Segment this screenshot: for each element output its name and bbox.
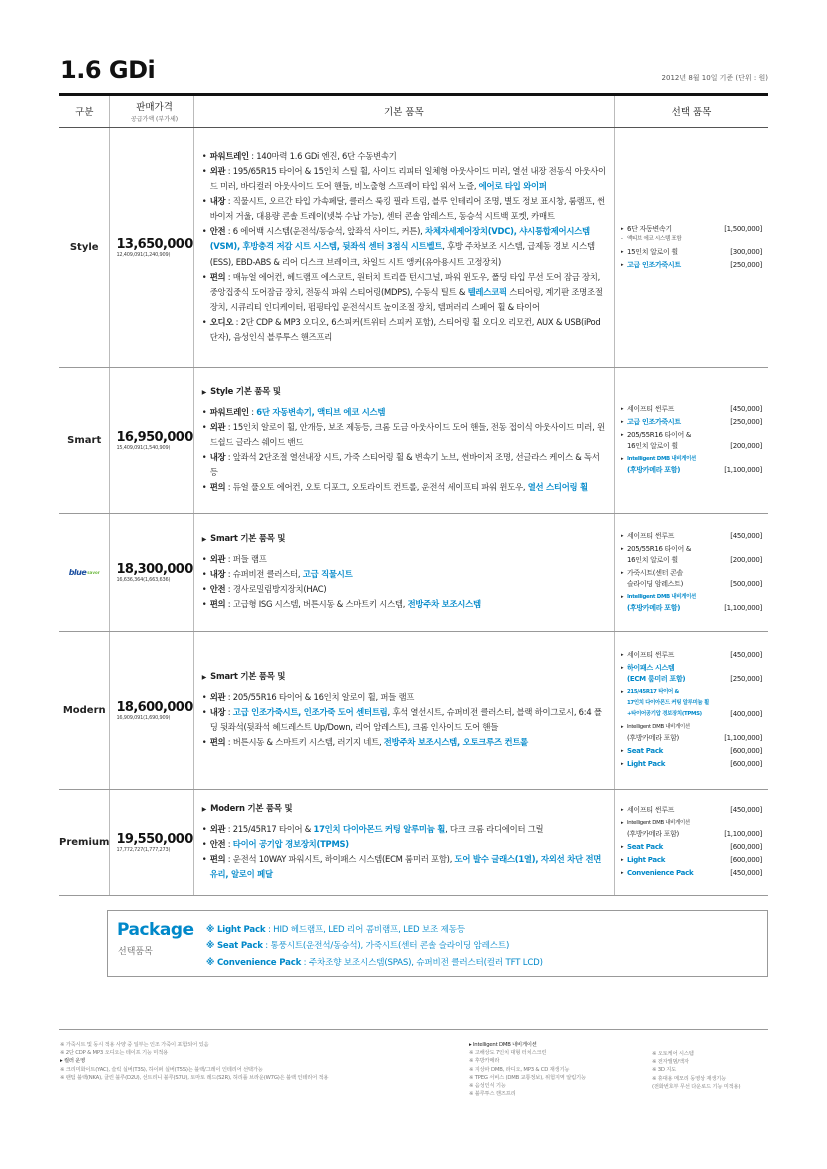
option-price: [600,000]: [730, 843, 762, 851]
basic-list: [202, 149, 606, 345]
item-text: : 직물시트, 오르간 타입 가속페달, 클러스 룩킹 필라 트림, 블루 인테리어 조명, 별도 정보 표시창, 룸램프, 썬바이저 거울, 대용량 콘솔 트레이(넷북 수납 가능), 센터 콘솔 암레스트, 동승석 시트백 포켓, 카매트: [209, 196, 605, 222]
option-name: ▸ Light Pack: [626, 856, 666, 864]
option-name: (후방카메라 포함): [626, 603, 681, 612]
navi-feature: ※ TPEG 서비스 (DMB 교통정보), 위험지역 알림기능: [469, 1074, 586, 1081]
highlight-text: 고급 인조가죽시트, 인조가죽 도어 센터트림: [232, 706, 388, 717]
option-price: [1,500,000]: [724, 224, 762, 233]
highlight-text: 열선 스티어링 휠: [527, 482, 588, 493]
basic-list: [202, 552, 606, 612]
footer-navi: [469, 1041, 586, 1098]
package-name: ※ Light Pack: [206, 925, 266, 935]
navi-feature: ※ 후방카메라: [469, 1058, 500, 1065]
highlight-text: 17인치 다이아몬드 커팅 알루미늄 휠: [313, 823, 446, 834]
table-row: [59, 127, 768, 367]
category-label: 내장: [209, 568, 226, 579]
option-price: [718, 698, 762, 709]
category-label: 외관: [209, 165, 226, 176]
table-row: [59, 631, 768, 789]
highlight-text: 차체자세제어장치(VDC), 샤시통합제어시스템(VSM), 후방충격 저감 시트 시스템, 뒷좌석 센터 3점식 시트벨트: [209, 226, 590, 252]
option-price: [400,000]: [730, 710, 762, 718]
item-text: : 버튼시동 & 스마트키 시스템, 러기지 네트,: [225, 737, 384, 748]
option-list: [621, 650, 762, 770]
price-supply: 17,772,727(1,777,273): [116, 846, 171, 853]
navi-feature: ※ 지상파 DMB, 라디오, MP3 & CD 재생기능: [469, 1066, 570, 1073]
option-name: ▸ Seat Pack: [626, 747, 664, 755]
category-label: 파워트레인: [209, 406, 249, 417]
package-name: ※ Seat Pack: [206, 941, 263, 952]
package-line: [206, 938, 543, 954]
trim-name: Smart: [59, 367, 110, 513]
item-text: : 2단 CDP & MP3 오디오, 6스피커(트위터 스피커 포함), 스티어링 휠 오디오 리모컨, AUX & USB(iPod 단자), 음성인식 블루투스 핸즈프리: [209, 316, 601, 343]
option-name: (후방카메라 포함): [626, 830, 679, 838]
option-name: ▸ 215/45R17 타이어 &: [626, 689, 679, 695]
item-text: :: [225, 838, 233, 849]
package-subtitle: 선택품목: [118, 947, 153, 957]
option-item: [621, 260, 762, 271]
footer-navi-2: [652, 1050, 740, 1091]
option-item: [621, 674, 762, 685]
option-price: [600,000]: [730, 747, 762, 755]
header-basic: 기본 품목: [193, 96, 614, 127]
basic-item: [202, 582, 606, 597]
category-label: 편의: [209, 854, 226, 864]
footer-rule: [59, 1029, 768, 1030]
item-text: : 15인치 알로이 휠, 안개등, 보조 제동등, 크롬 도금 아웃사이드 도어 핸들, 전동 접이식 아웃사이드 미러, 윈드쉴드 글라스 쉐이드 밴드: [209, 421, 605, 447]
option-price: [600,000]: [730, 856, 762, 864]
option-item: [621, 603, 762, 614]
option-name: ▸ Intelligent DMB 내비게이션: [626, 724, 690, 730]
price-value: 18,600,000: [116, 699, 193, 715]
option-items: [614, 513, 768, 631]
blue-logo: [59, 568, 109, 577]
package-desc: : 주차조향 보조시스템(SPAS), 슈퍼비전 클러스터(컬러 TFT LCD): [301, 957, 543, 968]
category-label: 안전: [209, 838, 226, 849]
option-price: [718, 568, 762, 579]
option-name: ▸ 205/55R16 타이어 &: [626, 431, 692, 439]
option-item: [621, 441, 762, 452]
item-text: : 운전석 10WAY 파워시트, 하이패스 시스템(ECM 룸미러 포함),: [225, 854, 455, 864]
basic-item: [202, 567, 606, 582]
category-label: 외관: [209, 691, 226, 702]
category-label: 편의: [209, 737, 226, 748]
item-text: : 경사로밀림방지장치(HAC): [225, 584, 327, 594]
option-item: [621, 592, 762, 603]
highlight-text: 6단 자동변속기, 액티브 에코 시스템: [256, 406, 386, 417]
header-price-sub: 공급가액 (부가세): [130, 116, 179, 124]
option-item: [621, 687, 762, 698]
option-price: [450,000]: [730, 651, 762, 659]
option-name: ▸ Intelligent DMB 내비게이션: [626, 593, 696, 600]
includes-label: ▶ Modern 기본 품목 및: [201, 802, 293, 813]
includes-label: ▶ Smart 기본 품목 및: [201, 532, 286, 543]
item-text: , 다크 크롬 라디에이터 그릴: [445, 823, 544, 834]
basic-item: [202, 405, 606, 420]
option-name: ▸ 하이패스 시스템: [626, 664, 675, 672]
option-item: [621, 698, 762, 709]
option-name: ▸ 고급 인조가죽시트: [626, 260, 681, 269]
option-list: [621, 224, 762, 271]
package-box: [107, 910, 768, 977]
basic-item: [202, 149, 606, 164]
navi-feature: ※ 고해상도 7인치 대형 터치스크린: [469, 1050, 547, 1057]
basic-items: [193, 789, 614, 895]
option-price: [450,000]: [730, 869, 762, 877]
table-row: [59, 513, 768, 631]
option-price: [1,100,000]: [724, 603, 762, 612]
price-cell: [110, 631, 193, 789]
option-name: ▸ 205/55R16 타이어 &: [626, 544, 692, 553]
category-label: 오디오: [209, 316, 234, 327]
option-item: [621, 544, 762, 555]
option-price: [718, 454, 762, 465]
option-name: ▸ Intelligent DMB 내비게이션: [626, 456, 696, 462]
category-label: 안전: [209, 584, 226, 594]
basic-item: [202, 705, 606, 735]
option-name: ▸ Light Pack: [626, 760, 666, 768]
highlight-text: 전방주차 보조시스템: [407, 599, 481, 610]
option-item: [621, 247, 762, 258]
basic-item: [202, 480, 606, 495]
includes-label: ▶ Style 기본 품목 및: [201, 385, 281, 396]
date-note: 2012년 8월 10일 기준 (단위 : 원): [661, 74, 768, 82]
basic-items: [193, 513, 614, 631]
option-name: 16인치 알로이 휠: [626, 555, 678, 564]
option-price: [250,000]: [730, 260, 762, 269]
item-text: , 후석 열선시트, 슈퍼비전 클러스터, 블랙 하이그로시, 6:4 폴딩 뒷좌석(뒷좌석 헤드레스트 Up/Down, 리어 암레스트), 크롬 인사이드 도어 핸들: [209, 706, 602, 732]
price-value: 18,300,000: [116, 561, 193, 577]
blue-logo-text: blue: [68, 567, 87, 577]
arrow-icon: ▶: [201, 805, 207, 813]
basic-item: [202, 164, 606, 194]
basic-item: [202, 420, 606, 450]
navi-feature: ※ 블루투스 핸즈프리: [469, 1091, 516, 1098]
category-label: 편의: [209, 271, 226, 282]
option-name: ▸ 세이프티 썬루프: [626, 531, 675, 540]
option-name: 슬라이딩 암레스트): [626, 579, 684, 588]
option-item: [621, 579, 762, 590]
item-text: , 후방 주차보조 시스템, 급제동 경보 시스템(ESS), EBD-ABS & 리어 디스크 브레이크, 차일드 시트 앵커(유아용시트 고정장치): [209, 241, 595, 267]
item-text: : 매뉴얼 에어컨, 헤드램프 에스코트, 원터치 트리플 턴시그널, 파워 윈도우, 폴딩 타입 무선 도어 잠금 장치, 중앙집중식 도어잠금 장치, 전동식 파워 스티어링(MDPS), 수동식 틸트 &: [209, 271, 601, 297]
option-price: [600,000]: [730, 760, 762, 768]
blue-logo-sub: savor: [87, 569, 100, 575]
navi-feature: ※ 3D 지도: [652, 1067, 677, 1074]
basic-item: [202, 690, 606, 705]
item-text: :: [248, 406, 257, 417]
package-line: [206, 922, 543, 938]
price-cell: [110, 127, 193, 367]
basic-list: [202, 822, 606, 882]
category-label: 안전: [209, 226, 226, 237]
option-name: ▸ 6단 자동변속기: [626, 224, 672, 233]
option-price: [718, 430, 762, 441]
category-label: 내장: [209, 706, 226, 717]
option-price: [200,000]: [730, 555, 762, 564]
basic-item: [202, 450, 606, 480]
basic-item: [202, 822, 606, 837]
navi-feature: ※ 음성인식 기능: [469, 1083, 506, 1090]
option-price: [250,000]: [730, 418, 762, 426]
item-text: : 215/45R17 타이어 &: [225, 823, 314, 834]
item-text: : 슈퍼비전 클러스터,: [225, 568, 303, 579]
category-label: 내장: [209, 196, 226, 207]
option-name: +타이어공기압 경보장치(TPMS): [626, 711, 702, 717]
basic-list: [202, 690, 606, 750]
trim-name: [59, 513, 110, 631]
category-label: 편의: [209, 599, 226, 610]
basic-items: [193, 367, 614, 513]
spec-table: [59, 96, 768, 896]
footer-notes: [60, 1041, 328, 1082]
item-text: : 퍼들 램프: [225, 553, 267, 564]
item-text: : 듀얼 풀오토 에어컨, 오토 디포그, 오토라이트 컨트롤, 운전석 세이프티 파워 윈도우,: [225, 482, 528, 493]
navi-feature: ※ 휴대용 메모리 동영상 재생기능: [652, 1075, 727, 1082]
highlight-text: 타이어 공기압 경보장치(TPMS): [232, 838, 349, 849]
trim-name: Premium: [59, 789, 110, 895]
option-item: [621, 746, 762, 757]
option-name: 17인치 다이아몬드 커팅 알루미늄 휠: [626, 700, 709, 706]
option-name: ▸ 세이프티 썬루프: [626, 651, 675, 659]
option-name: ▸ Intelligent DMB 내비게이션: [626, 820, 690, 826]
option-item: [621, 454, 762, 465]
option-price: [1,100,000]: [724, 734, 762, 742]
option-price: [718, 663, 762, 674]
price-supply: 12,409,091(1,240,909): [116, 251, 171, 258]
item-text: : 고급형 ISG 시스템, 버튼시동 & 스마트키 시스템,: [225, 599, 408, 610]
option-name: ▸ 세이프티 썬루프: [626, 405, 675, 413]
option-price: [1,100,000]: [724, 466, 762, 474]
price-cell: [110, 513, 193, 631]
package-title: Package: [117, 920, 194, 940]
table-header: [59, 96, 768, 127]
option-price: [450,000]: [730, 806, 762, 814]
price-supply: 16,636,364(1,663,636): [116, 576, 171, 583]
option-item: [621, 805, 762, 816]
highlight-text: 에어로 타입 와이퍼: [478, 181, 547, 192]
option-name: ▸ 15인치 알로이 휠: [626, 247, 678, 256]
option-item: [621, 234, 762, 245]
price-value: 13,650,000: [116, 236, 193, 252]
option-price: [450,000]: [730, 405, 762, 413]
page-title: 1.6 GDi: [60, 56, 156, 84]
footer-note: ※ 2단 CDP & MP3 오디오는 테이프 기능 미적용: [60, 1050, 169, 1057]
navi-feature: ※ 전자앨범/액자: [652, 1059, 689, 1066]
option-item: [621, 733, 762, 744]
option-price: [718, 818, 762, 829]
option-name: ▸ Seat Pack: [626, 843, 664, 851]
price-cell: [110, 789, 193, 895]
option-price: [718, 592, 762, 603]
arrow-icon: ▶: [201, 535, 207, 543]
category-label: 편의: [209, 482, 226, 493]
basic-item: [202, 837, 606, 852]
item-text: :: [225, 706, 233, 717]
basic-item: [202, 194, 606, 224]
option-item: [621, 663, 762, 674]
category-label: 파워트레인: [209, 150, 249, 161]
header-options: 선택 품목: [614, 96, 768, 127]
option-item: [621, 818, 762, 829]
basic-items: [193, 127, 614, 367]
package-name: ※ Convenience Pack: [206, 957, 302, 968]
option-item: [621, 417, 762, 428]
price-cell: [110, 367, 193, 513]
basic-item: [202, 735, 606, 750]
includes-label: ▶ Smart 기본 품목 및: [201, 670, 286, 681]
highlight-text: 전방주차 보조시스템, 오토크루즈 컨트롤: [383, 737, 529, 748]
option-price: [450,000]: [730, 531, 762, 540]
option-item: [621, 465, 762, 476]
category-label: 외관: [209, 553, 226, 564]
option-price: [718, 544, 762, 555]
arrow-icon: ▶: [201, 388, 207, 396]
option-name: ▸ 세이프티 썬루프: [626, 806, 675, 814]
option-price: [250,000]: [730, 675, 762, 683]
option-item: [621, 709, 762, 720]
trim-name: Modern: [59, 631, 110, 789]
option-items: [614, 789, 768, 895]
basic-item: [202, 552, 606, 567]
option-item: [621, 650, 762, 661]
price-supply: 15,409,091(1,540,909): [116, 444, 171, 451]
item-text: : 195/65R15 타이어 & 15인치 스틸 휠, 사이드 리피터 일체형 아웃사이드 미러, 열선 내장 전동식 아웃사이드 미러, 바디컬러 아웃사이드 도어 핸들, 비노출형 스프레이 타입 워셔 노즐,: [209, 165, 606, 192]
header-price-label: 판매가격: [136, 102, 173, 114]
basic-item: [202, 597, 606, 612]
option-item: [621, 829, 762, 840]
footer-note: ※ 가죽시트 및 동시 적용 사양 중 일부는 인조 가죽이 포함되어 있음: [60, 1042, 209, 1048]
option-name: (후방카메라 포함): [626, 466, 681, 474]
package-desc: : HID 헤드램프, LED 리어 콤비램프, LED 보조 제동등: [265, 925, 465, 935]
item-text: : 앞좌석 2단조절 열선내장 시트, 가죽 스티어링 휠 & 변속기 노브, 썬바이저 조명, 선글라스 케이스 & 독서등: [209, 452, 600, 478]
basic-list: [202, 405, 606, 496]
option-price: [500,000]: [730, 579, 762, 588]
item-text: : 6 에어백 시스템(운전석/동승석, 앞좌석 사이드, 커튼),: [225, 226, 425, 237]
option-list: [621, 805, 762, 879]
option-name: - 액티브 에코 시스템 포함: [626, 235, 682, 242]
highlight-text: 도어 발수 글래스(1열), 자외선 차단 전면유리, 알로이 페달: [209, 854, 602, 880]
option-name: (후방카메라 포함): [626, 734, 679, 742]
table-row: [59, 789, 768, 895]
option-name: 16인치 알로이 휠: [626, 442, 678, 450]
option-item: [621, 430, 762, 441]
option-price: [718, 722, 762, 733]
highlight-text: 고급 직물시트: [302, 568, 353, 579]
arrow-icon: ▶: [201, 673, 207, 681]
option-name: (ECM 룸미러 포함): [626, 675, 686, 683]
item-text: : 140마력 1.6 GDi 엔진, 6단 수동변속기: [248, 150, 397, 161]
option-price: [200,000]: [730, 442, 762, 450]
option-items: [614, 127, 768, 367]
option-name: ▸ 고급 인조가죽시트: [626, 418, 681, 426]
basic-items: [193, 631, 614, 789]
package-desc: : 통풍시트(운전석/동승석), 가죽시트(센터 콘솔 슬라이딩 암레스트): [262, 941, 510, 952]
option-list: [621, 404, 762, 476]
option-price: [300,000]: [730, 247, 762, 256]
basic-item: [202, 852, 606, 882]
option-item: [621, 568, 762, 579]
table-row: [59, 367, 768, 513]
navi-feature: (전화번호부 무선 다운로드 기능 미적용): [652, 1083, 741, 1090]
option-price: [718, 687, 762, 698]
package-lines: [206, 922, 543, 971]
header-price: [110, 96, 193, 127]
option-name: ▸ 가죽시트(센터 콘솔: [626, 568, 684, 577]
basic-item: [202, 224, 606, 269]
color-title: ▸ 컬러 운영: [60, 1058, 86, 1065]
price-value: 16,950,000: [116, 429, 193, 445]
option-item: [621, 404, 762, 415]
category-label: 외관: [209, 421, 226, 432]
package-line: [206, 955, 543, 971]
trim-name: Style: [59, 127, 110, 367]
option-item: [621, 531, 762, 542]
item-text: : 205/55R16 타이어 & 16인치 알로이 휠, 퍼들 램프: [225, 691, 415, 702]
option-price: [1,100,000]: [724, 830, 762, 838]
navi-feature: ※ 오토케어 시스템: [652, 1051, 694, 1057]
category-label: 외관: [209, 823, 226, 834]
option-items: [614, 367, 768, 513]
color-note: ※ 크리미화이트(YAC), 슬릭 실버(T3S), 하이퍼 실버(T5S)는 블랙/그레이 인테리어 선택가능: [60, 1066, 263, 1073]
price-value: 19,550,000: [116, 831, 193, 847]
option-item: [621, 868, 762, 879]
option-list: [621, 531, 762, 614]
option-name: ▸ Convenience Pack: [626, 869, 694, 877]
header-trim: 구분: [59, 96, 110, 127]
basic-item: [202, 270, 606, 315]
category-label: 내장: [209, 452, 226, 462]
option-item: [621, 722, 762, 733]
option-item: [621, 759, 762, 770]
color-note: ※ 팬텀 블랙(NKA), 클린 블루(D2U), 선트리니 블루(S7U), 토마토 레드(S2R), 허리플 브라운(W7G)은 블랙 인테리어 적용: [60, 1074, 329, 1081]
navi-title: ▸ Intelligent DMB 내비게이션: [469, 1042, 537, 1048]
basic-item: [202, 315, 606, 345]
option-item: [621, 555, 762, 566]
item-text: 스티어링, 계기판 조명조절 장치, 시큐리티 인디케이터, 펌핑타입 운전석시트 높이조절 장치, 템퍼러리 스페어 휠 & 타이어: [209, 286, 603, 312]
highlight-text: 텔레스코픽: [467, 286, 507, 297]
option-item: [621, 855, 762, 866]
option-items: [614, 631, 768, 789]
price-supply: 16,909,091(1,690,909): [116, 714, 171, 721]
option-item: [621, 842, 762, 853]
